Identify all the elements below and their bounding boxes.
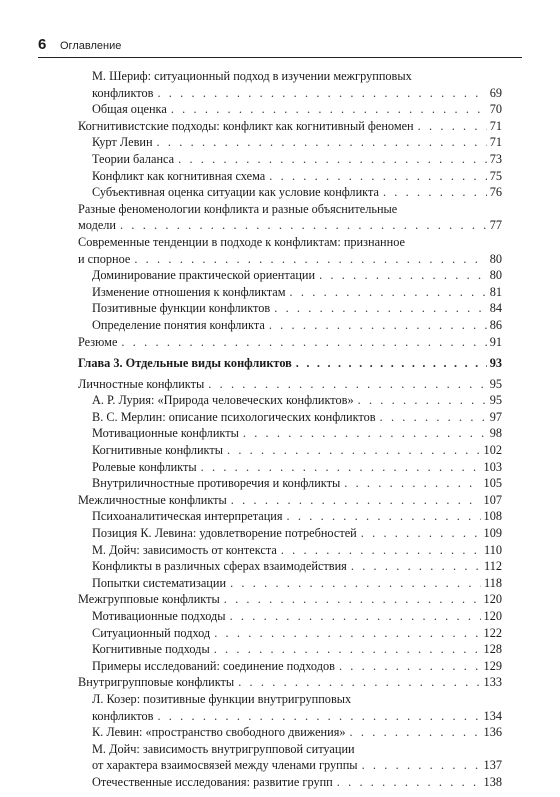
- toc-entry-title-line: М. Дойч: зависимость внутригрупповой ситуации: [92, 741, 355, 756]
- toc-entry: [78, 118, 502, 135]
- dot-leader: [269, 168, 486, 185]
- toc-entry: [78, 459, 502, 476]
- toc-page-number: 112: [484, 559, 502, 574]
- toc-page-number: 93: [489, 356, 502, 371]
- dot-leader: [418, 118, 487, 135]
- toc-entry-title: конфликтов: [92, 85, 154, 100]
- toc-page-number: 105: [483, 476, 502, 491]
- toc-page-number: 84: [489, 301, 502, 316]
- dot-leader: [358, 392, 487, 409]
- toc-entry: [78, 234, 502, 267]
- toc-page-number: 138: [483, 774, 502, 789]
- toc-page-number: 134: [483, 708, 502, 723]
- toc-entry-title: Доминирование практической ориентации: [92, 268, 316, 283]
- dot-leader: [296, 355, 487, 372]
- toc-entry: [78, 641, 502, 658]
- toc-page-number: 86: [489, 317, 502, 332]
- toc-entry-title: Курт Левин: [92, 135, 153, 150]
- dot-leader: [238, 674, 480, 691]
- toc-entry-title: от характера взаимосвязей между членами группы: [92, 758, 358, 773]
- toc-entry: [78, 724, 502, 741]
- dot-leader: [337, 774, 481, 791]
- toc-entry-title: Психоаналитическая интерпретация: [92, 509, 283, 524]
- dot-leader: [380, 409, 487, 426]
- dot-leader: [231, 492, 481, 509]
- toc-page-number: 77: [489, 218, 502, 233]
- toc-page-number: 103: [483, 459, 502, 474]
- toc-entry-title-line: Современные тенденции в подходе к конфликтам: признанное: [78, 234, 405, 249]
- toc-entry-title-line: Л. Козер: позитивные функции внутригрупповых: [92, 691, 352, 706]
- toc-entry-title: Позиция К. Левина: удовлетворение потребностей: [92, 526, 357, 541]
- toc-entry-title: М. Дойч: зависимость от контекста: [92, 542, 277, 557]
- toc-entry-title: Глава 3. Отдельные виды конфликтов: [78, 356, 292, 371]
- dot-leader: [201, 459, 481, 476]
- dot-leader: [157, 85, 486, 102]
- toc-entry: [78, 425, 502, 442]
- toc-entry-title: Субъективная оценка ситуации как условие конфликта: [92, 185, 379, 200]
- dot-leader: [290, 284, 487, 301]
- toc-entry-title-line: Разные феноменологии конфликта и разные объяснительные: [78, 201, 398, 216]
- toc-entry-title: Конфликт как когнитивная схема: [92, 168, 266, 183]
- toc-entry: [78, 68, 502, 101]
- toc-entry: [78, 168, 502, 185]
- dot-leader: [361, 525, 481, 542]
- toc-entry: [78, 558, 502, 575]
- toc-entry: [78, 284, 502, 301]
- dot-leader: [208, 376, 486, 393]
- dot-leader: [224, 591, 481, 608]
- toc-page-number: 71: [489, 118, 502, 133]
- dot-leader: [344, 475, 480, 492]
- toc-entry-title: Мотивационные конфликты: [92, 426, 239, 441]
- page-number: 6: [38, 36, 47, 53]
- toc-page-number: 108: [483, 509, 502, 524]
- toc-entry-title: Попытки систематизации: [92, 575, 227, 590]
- toc-entry-title: Когнитивистские подходы: конфликт как когнитивный феномен: [78, 118, 414, 133]
- dot-leader: [319, 267, 487, 284]
- toc-page-number: 73: [489, 151, 502, 166]
- dot-leader: [243, 425, 487, 442]
- running-header: [38, 37, 522, 58]
- toc-entry-title: В. С. Мерлин: описание психологических конфликтов: [92, 409, 376, 424]
- dot-leader: [269, 317, 487, 334]
- dot-leader: [362, 757, 481, 774]
- toc-entry: [78, 508, 502, 525]
- toc-entry-title: Внутригрупповые конфликты: [78, 675, 235, 690]
- dot-leader: [157, 708, 480, 725]
- toc-page-number: 120: [483, 592, 502, 607]
- toc-entry-title: Межгрупповые конфликты: [78, 592, 220, 607]
- toc-page-number: 76: [489, 185, 502, 200]
- toc-entry-title: Когнитивные конфликты: [92, 443, 223, 458]
- toc-entry: [78, 267, 502, 284]
- toc-entry: [78, 409, 502, 426]
- toc-page-number: 91: [489, 334, 502, 349]
- toc-entry: [78, 525, 502, 542]
- toc-page-number: 120: [483, 609, 502, 623]
- toc-entry: [78, 774, 502, 791]
- toc-entry: [78, 575, 502, 592]
- toc-page-number: 70: [489, 102, 502, 117]
- dot-leader: [230, 608, 481, 625]
- toc-page-number: 98: [489, 426, 502, 441]
- toc-page-number: 110: [484, 542, 502, 557]
- dot-leader: [214, 641, 481, 658]
- toc-entry: [78, 741, 502, 774]
- toc-page-number: 133: [483, 675, 502, 690]
- table-of-contents: [78, 68, 502, 791]
- toc-entry: [78, 608, 502, 625]
- toc-entry-title: Мотивационные подходы: [92, 609, 226, 623]
- toc-page-number: 75: [489, 168, 502, 183]
- toc-page-number: 71: [489, 135, 502, 150]
- toc-page-number: 128: [483, 642, 502, 657]
- dot-leader: [171, 101, 487, 118]
- dot-leader: [157, 134, 487, 151]
- toc-entry-title: Примеры исследований: соединение подходов: [92, 658, 335, 673]
- toc-entry: [78, 376, 502, 393]
- toc-entry-title-line: М. Шериф: ситуационный подход в изучении межгрупповых: [92, 69, 412, 83]
- dot-leader: [339, 658, 481, 675]
- dot-leader: [120, 217, 487, 234]
- toc-page-number: 102: [483, 443, 502, 458]
- toc-entry-title: Личностные конфликты: [78, 376, 205, 391]
- dot-leader: [121, 334, 486, 351]
- toc-entry: [78, 334, 502, 351]
- toc-entry: [78, 201, 502, 234]
- toc-page-number: 136: [483, 725, 502, 740]
- toc-entry: [78, 392, 502, 409]
- toc-entry: [78, 658, 502, 675]
- toc-page-number: 122: [483, 625, 502, 640]
- toc-entry: [78, 674, 502, 691]
- toc-entry-title: Общая оценка: [92, 102, 167, 117]
- toc-chapter-entry: [78, 355, 502, 372]
- toc-entry: [78, 442, 502, 459]
- toc-entry-title: Позитивные функции конфликтов: [92, 301, 271, 316]
- toc-page-number: 97: [489, 409, 502, 424]
- toc-page-number: 69: [489, 85, 502, 100]
- toc-entry: [78, 151, 502, 168]
- dot-leader: [178, 151, 487, 168]
- running-title: Оглавление: [60, 40, 122, 52]
- toc-entry-title: Резюме: [78, 334, 118, 349]
- toc-entry-title: Отечественные исследования: развитие групп: [92, 774, 333, 789]
- toc-entry-title: Ролевые конфликты: [92, 459, 197, 474]
- toc-entry-title: Изменение отношения к конфликтам: [92, 284, 286, 299]
- toc-entry: [78, 542, 502, 559]
- dot-leader: [350, 724, 481, 741]
- toc-entry-title: Когнитивные подходы: [92, 642, 210, 657]
- toc-entry: [78, 492, 502, 509]
- toc-entry: [78, 625, 502, 642]
- toc-entry-title: модели: [78, 218, 117, 233]
- dot-leader: [230, 575, 481, 592]
- toc-page-number: 118: [484, 575, 502, 590]
- toc-entry-title: и спорное: [78, 251, 131, 266]
- toc-entry-title: Определение понятия конфликта: [92, 317, 265, 332]
- toc-entry-title: А. Р. Лурия: «Природа человеческих конфликтов»: [92, 393, 354, 408]
- dot-leader: [214, 625, 480, 642]
- toc-entry: [78, 300, 502, 317]
- toc-entry-title: Ситуационный подход: [92, 625, 211, 640]
- toc-entry: [78, 691, 502, 724]
- toc-page-number: 95: [489, 393, 502, 408]
- toc-entry-title: Теории баланса: [92, 151, 175, 166]
- toc-entry: [78, 475, 502, 492]
- toc-page-number: 107: [483, 492, 502, 507]
- toc-entry-title: Конфликты в различных сферах взаимодействия: [92, 559, 347, 574]
- toc-page-number: 80: [489, 251, 502, 266]
- toc-page-number: 81: [489, 284, 502, 299]
- dot-leader: [134, 251, 486, 268]
- dot-leader: [274, 300, 486, 317]
- toc-entry-title: К. Левин: «пространство свободного движения»: [92, 725, 346, 740]
- toc-entry-title: Внутриличностные противоречия и конфликты: [92, 476, 341, 491]
- toc-entry: [78, 101, 502, 118]
- toc-entry: [78, 317, 502, 334]
- toc-entry: [78, 591, 502, 608]
- toc-page-number: 80: [489, 268, 502, 283]
- toc-entry-title: Межличностные конфликты: [78, 492, 227, 507]
- dot-leader: [287, 508, 481, 525]
- dot-leader: [227, 442, 481, 459]
- toc-page-number: 95: [489, 376, 502, 391]
- toc-page-number: 129: [483, 658, 502, 673]
- dot-leader: [281, 542, 481, 559]
- toc-entry: [78, 184, 502, 201]
- dot-leader: [351, 558, 481, 575]
- toc-page-number: 109: [483, 526, 502, 541]
- toc-page-number: 137: [483, 758, 502, 773]
- toc-entry: [78, 134, 502, 151]
- toc-entry-title: конфликтов: [92, 708, 154, 723]
- dot-leader: [383, 184, 487, 201]
